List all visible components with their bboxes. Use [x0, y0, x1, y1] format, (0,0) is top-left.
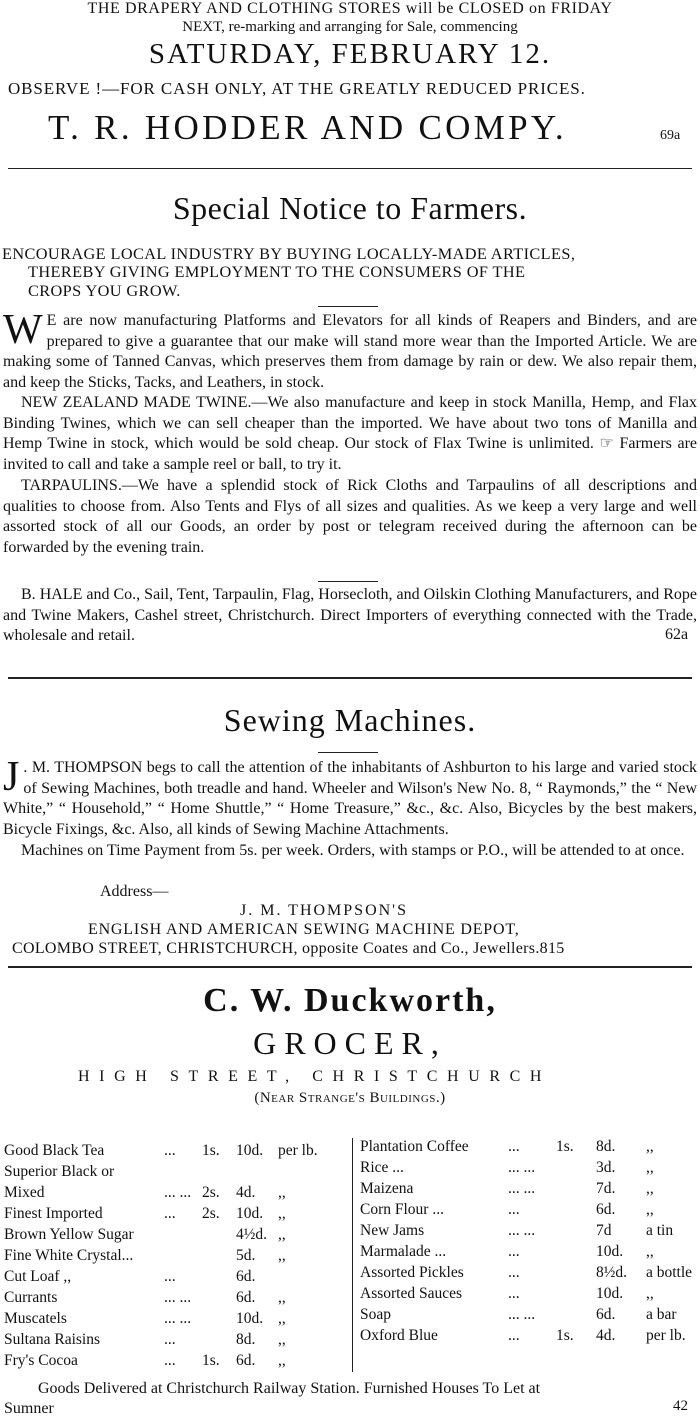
price-d: 10d. — [236, 1310, 264, 1327]
farmers-sub-2: THEREBY GIVING EMPLOYMENT TO THE CONSUMERS OF THE — [28, 262, 526, 281]
price-unit: ,, — [646, 1138, 654, 1155]
price-dots: ... — [164, 1205, 176, 1222]
price-name: Soap — [360, 1306, 391, 1323]
grocer-trade: GROCER, — [253, 1025, 447, 1061]
price-row — [360, 1157, 696, 1178]
hodder-date: SATURDAY, FEBRUARY 12. — [148, 38, 552, 70]
price-d: 8d. — [236, 1331, 256, 1348]
price-row — [360, 1325, 696, 1346]
grocer-street: HIGH STREET, CHRISTCHURCH — [78, 1068, 552, 1085]
farmers-paragraph-2: NEW ZEALAND MADE TWINE.—We also manufacture and keep in stock Manilla, Hemp, and Flax Binding Twines, which we can sell cheaper than the imported. We have about two tons of Manilla and Hemp Twine in stock, which would be sold cheap. Our stock of Flax Twine is unlimited. ☞ Farmers are invited to call and take a sample reel or ball, to try it. — [3, 394, 697, 473]
column-divider — [352, 1138, 353, 1372]
short-rule — [318, 581, 378, 582]
hodder-firm-name: T. R. HODDER AND COMPY. — [48, 108, 567, 147]
price-unit: ,, — [646, 1201, 654, 1218]
price-d: 7d. — [596, 1180, 616, 1197]
price-dots: ... ... — [164, 1310, 192, 1327]
price-name: Corn Flour ... — [360, 1201, 444, 1218]
price-row — [360, 1199, 696, 1220]
price-unit: ,, — [646, 1159, 654, 1176]
sewing-paragraph-1: J . M. THOMPSON begs to call the attention of the inhabitants of Ashburton to his large and varied stock of Sewing Machines, both treadle and hand. Wheeler and Wilson's New No. 8, “ Raymonds,” the “ New White,” “ Household,” “ Home Shuttle,” “ Home Treasure,” &c., &c. Also, Bicycles by the best makers, Bicycle Fixings, &c. Also, all kinds of Sewing Machine Attachments. — [3, 754, 697, 838]
price-name: Superior Black or — [4, 1163, 115, 1180]
price-row — [4, 1203, 346, 1224]
price-name: Cut Loaf ,, — [4, 1268, 72, 1285]
price-name: Finest Imported — [4, 1205, 103, 1222]
sewing-paragraph-2: Machines on Time Payment from 5s. per week. Orders, with stamps or P.O., will be attended to at once. — [21, 842, 685, 859]
price-row — [360, 1304, 696, 1325]
drop-cap: J — [3, 754, 20, 800]
price-s: 1s. — [556, 1327, 574, 1344]
price-d: 4½d. — [236, 1226, 267, 1243]
price-row — [4, 1245, 346, 1266]
farmers-paragraph-3: TARPAULINS.—We have a splendid stock of Rick Cloths and Tarpaulins of all descriptions and qualities to choose from. Also Tents and Flys of all sizes and qualities. As we keep a very large and well assorted stock of all our Goods, an order by post or telegram received during the afternoon can be forwarded by the evening train. — [3, 477, 697, 556]
sewing-address-label: Address— — [100, 883, 169, 900]
price-unit: ,, — [278, 1226, 286, 1243]
price-d: 10d. — [236, 1205, 264, 1222]
price-d: 10d. — [596, 1285, 624, 1302]
price-unit: ,, — [278, 1331, 286, 1348]
price-d: 6d. — [596, 1306, 616, 1323]
price-d: 8d. — [596, 1138, 616, 1155]
price-unit: ,, — [278, 1184, 286, 1201]
farmers-paragraph-1: W E are now manufacturing Platforms and Elevators for all kinds of Reapers and Binders, and are prepared to give a guarantee that our make will stand more wear than the Imported Article. We are making some of Tanned Canvas, which preserves them from damage by rain or dew. We also repair them, and keep the Sticks, Tacks, and Leathers, in stock. — [3, 307, 697, 391]
price-unit: ,, — [646, 1243, 654, 1260]
price-d: 4d. — [236, 1184, 256, 1201]
price-name: Mixed — [4, 1184, 45, 1201]
price-unit: a tin — [646, 1222, 674, 1239]
price-unit: ,, — [278, 1352, 286, 1369]
sewing-ref: 815 — [539, 940, 565, 957]
price-row — [4, 1308, 346, 1329]
price-row — [360, 1178, 696, 1199]
price-s: 1s. — [556, 1138, 574, 1155]
price-row — [360, 1241, 696, 1262]
grocer-footer-1: Goods Delivered at Christchurch Railway Station. Furnished Houses To Let at — [38, 1380, 541, 1397]
price-dots: ... — [508, 1201, 520, 1218]
sewing-depot: ENGLISH AND AMERICAN SEWING MACHINE DEPOT, — [88, 921, 520, 938]
grocer-name: C. W. Duckworth, — [203, 982, 497, 1019]
price-row — [360, 1220, 696, 1241]
grocer-near: (Near Strange's Buildings.) — [254, 1090, 446, 1106]
price-unit: ,, — [278, 1289, 286, 1306]
price-row — [4, 1140, 346, 1161]
price-row — [4, 1287, 346, 1308]
price-dots: ... ... — [508, 1222, 536, 1239]
price-dots: ... — [164, 1352, 176, 1369]
price-unit: per lb. — [646, 1327, 686, 1344]
price-name: Oxford Blue — [360, 1327, 438, 1344]
grocer-footer-2: Sumner — [4, 1400, 54, 1417]
price-unit: ,, — [278, 1205, 286, 1222]
sewing-street: COLOMBO STREET, CHRISTCHURCH, opposite Coates and Co., Jewellers.815 — [12, 940, 565, 957]
price-name: Assorted Pickles — [360, 1264, 464, 1281]
price-d: 10d. — [596, 1243, 624, 1260]
farmers-paragraph-4: B. HALE and Co., Sail, Tent, Tarpaulin, Flag, Horsecloth, and Oilskin Clothing Manufacturers, and Rope and Twine Makers, Cashel street, Christchurch. Direct Importers of everything connected with the Trade, wholesale and retail. — [3, 586, 697, 645]
divider — [8, 168, 692, 169]
farmers-sub-1: ENCOURAGE LOCAL INDUSTRY BY BUYING LOCALLY-MADE ARTICLES, — [2, 244, 576, 263]
price-d: 10d. — [236, 1142, 264, 1159]
price-row — [360, 1262, 696, 1283]
price-row — [4, 1224, 346, 1245]
farmers-sub-3: CROPS YOU GROW. — [28, 281, 181, 300]
short-rule — [318, 752, 378, 753]
sewing-name: J. M. THOMPSON'S — [240, 902, 408, 919]
hodder-line-1: THE DRAPERY AND CLOTHING STORES will be CLOSED on FRIDAY — [87, 0, 613, 17]
price-s: 1s. — [202, 1142, 220, 1159]
price-dots: ... ... — [164, 1184, 192, 1201]
price-name: Plantation Coffee — [360, 1138, 469, 1155]
price-name: Good Black Tea — [4, 1142, 105, 1159]
price-name: Fry's Cocoa — [4, 1352, 78, 1369]
price-d: 6d. — [236, 1352, 256, 1369]
price-s: 2s. — [202, 1184, 220, 1201]
price-row — [4, 1350, 346, 1371]
grocer-ref: 42 — [673, 1398, 688, 1414]
price-d: 6d. — [236, 1268, 256, 1285]
price-dots: ... — [508, 1285, 520, 1302]
price-dots: ... — [508, 1138, 520, 1155]
price-dots: ... — [164, 1142, 176, 1159]
price-unit: ,, — [278, 1310, 286, 1327]
price-dots: ... ... — [508, 1306, 536, 1323]
price-d: 4d. — [596, 1327, 616, 1344]
price-dots: ... — [508, 1243, 520, 1260]
farmers-ref: 62a — [665, 626, 689, 643]
price-name: Assorted Sauces — [360, 1285, 463, 1302]
price-list-right — [360, 1136, 696, 1346]
price-unit: ,, — [278, 1247, 286, 1264]
divider — [8, 677, 692, 679]
price-name: Marmalade ... — [360, 1243, 447, 1260]
price-unit: ,, — [646, 1285, 654, 1302]
divider — [8, 966, 692, 968]
hodder-ref: 69a — [660, 128, 681, 143]
price-s: 1s. — [202, 1352, 220, 1369]
short-rule — [318, 306, 378, 307]
drop-cap: W — [3, 307, 43, 353]
sewing-heading: Sewing Machines. — [223, 702, 477, 738]
price-row — [4, 1161, 346, 1182]
price-name: Muscatels — [4, 1310, 67, 1327]
price-name: Sultana Raisins — [4, 1331, 101, 1348]
price-name: Currants — [4, 1289, 58, 1306]
hodder-line-2: NEXT, re-marking and arranging for Sale, commencing — [182, 19, 518, 35]
price-row — [360, 1283, 696, 1304]
price-unit: ,, — [646, 1180, 654, 1197]
price-unit: per lb. — [278, 1142, 318, 1159]
price-row — [360, 1136, 696, 1157]
price-unit: a bar — [646, 1306, 677, 1323]
price-d: 8½d. — [596, 1264, 627, 1281]
price-d: 5d. — [236, 1247, 256, 1264]
price-d: 7d — [596, 1222, 612, 1239]
price-row — [4, 1182, 346, 1203]
price-row — [4, 1329, 346, 1350]
price-row — [4, 1266, 346, 1287]
price-name: Brown Yellow Sugar — [4, 1226, 134, 1243]
price-dots: ... — [164, 1331, 176, 1348]
price-list-left — [4, 1140, 346, 1371]
price-dots: ... — [508, 1264, 520, 1281]
price-dots: ... ... — [508, 1180, 536, 1197]
farmers-heading: Special Notice to Farmers. — [172, 190, 528, 226]
price-name: Rice ... — [360, 1159, 404, 1176]
price-d: 6d. — [236, 1289, 256, 1306]
price-s: 2s. — [202, 1205, 220, 1222]
hodder-observe: OBSERVE !—FOR CASH ONLY, AT THE GREATLY REDUCED PRICES. — [8, 79, 586, 98]
price-unit: a bottle — [646, 1264, 693, 1281]
price-d: 6d. — [596, 1201, 616, 1218]
price-name: Fine White Crystal... — [4, 1247, 134, 1264]
price-dots: ... — [508, 1327, 520, 1344]
price-dots: ... ... — [164, 1289, 192, 1306]
price-dots: ... — [164, 1268, 176, 1285]
price-name: Maizena — [360, 1180, 414, 1197]
price-dots: ... ... — [508, 1159, 536, 1176]
price-name: New Jams — [360, 1222, 425, 1239]
price-d: 3d. — [596, 1159, 616, 1176]
